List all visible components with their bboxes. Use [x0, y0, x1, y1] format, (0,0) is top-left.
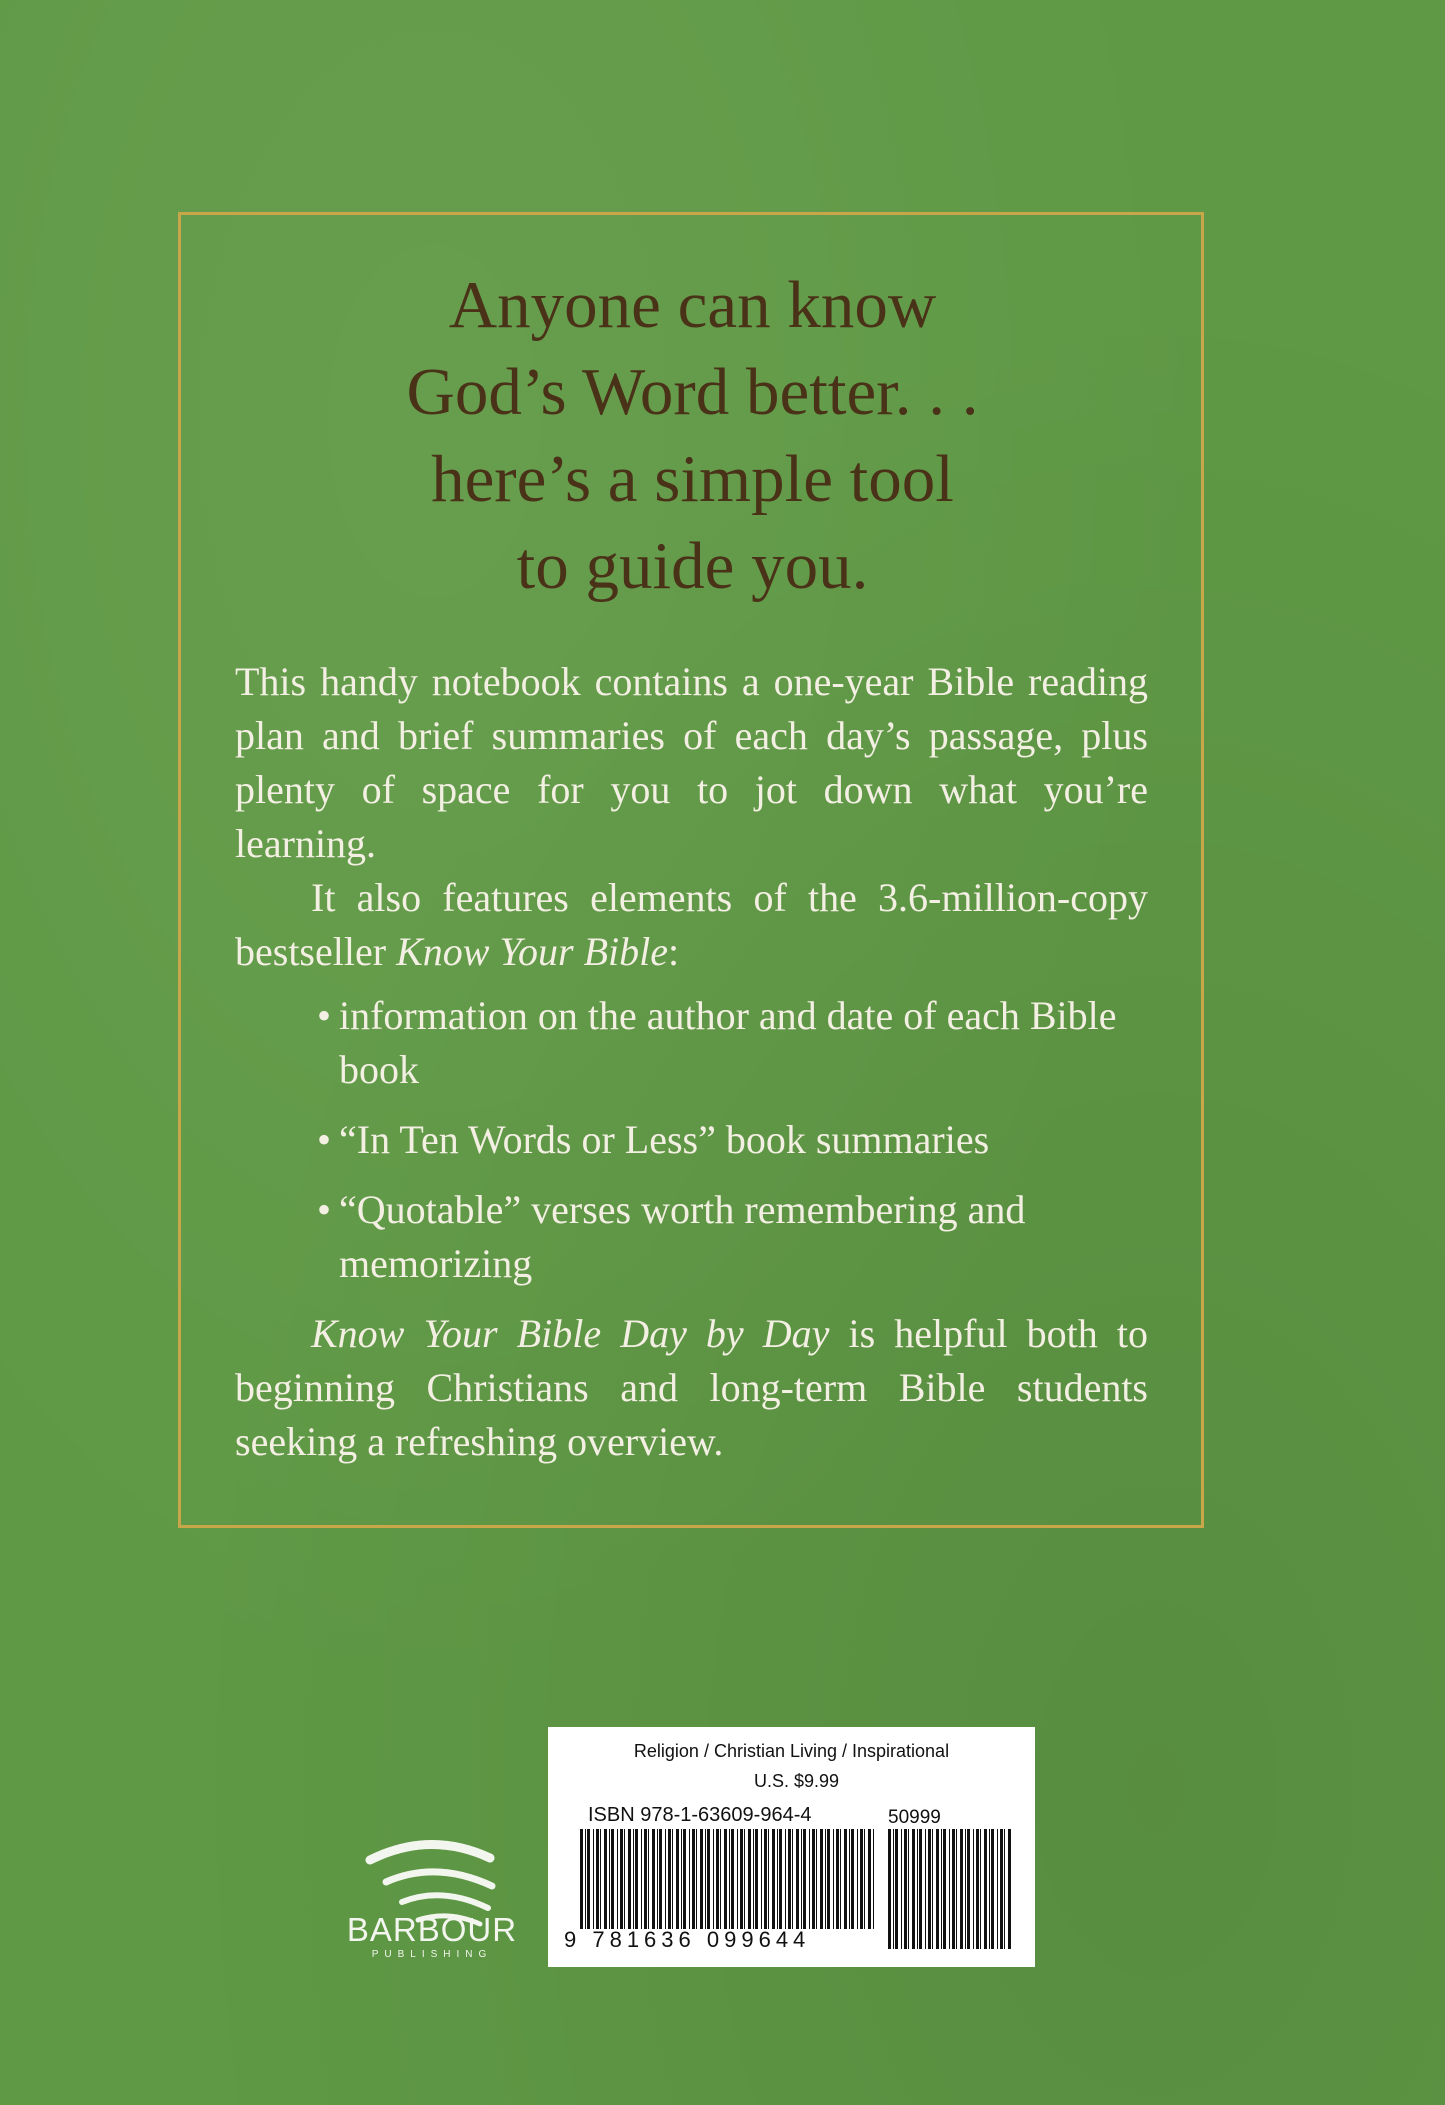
description-paragraph [235, 1307, 1148, 1469]
barcode-digits: 9 781636 099644 [564, 1927, 811, 1952]
list-item [317, 989, 1148, 1097]
book-title: Know Your Bible Day by Day [311, 1311, 830, 1356]
book-title: Know Your Bible [396, 929, 668, 974]
price-code: 50999 [888, 1807, 941, 1828]
bullet-icon: • [317, 993, 332, 1038]
addon-barcode [886, 1829, 1021, 1949]
headline-line: here’s a simple tool [431, 442, 954, 516]
subject-category: Religion / Christian Living / Inspirational [633, 1741, 950, 1761]
isbn: ISBN 978-1-63609-964-4 [588, 1804, 812, 1826]
list-item-text: “Quotable” verses worth remembering and memorizing [339, 1187, 1026, 1286]
price: U.S. $9.99 [753, 1771, 840, 1791]
barcode-label [548, 1727, 1035, 1967]
list-item-text: information on the author and date of each Bible book [339, 993, 1117, 1092]
ean-barcode [578, 1829, 878, 1929]
feature-list [235, 989, 1148, 1291]
publisher-logo [334, 1912, 530, 1962]
publisher-subtitle: PUBLISHING [371, 1949, 493, 1960]
description-paragraph: This handy notebook contains a one-year Bible reading plan and brief summaries of each day’s passage, plus plenty of space for you to jot down what you’re learning. [235, 659, 1148, 866]
description [235, 655, 1148, 1469]
headline-line: God’s Word better. . . [406, 355, 979, 429]
headline [240, 262, 1145, 610]
bullet-icon: • [317, 1187, 332, 1232]
publisher-name: BARBOUR [346, 1911, 518, 1948]
description-paragraph [235, 871, 1148, 979]
paragraph-text: It also features elements of the 3.6-million-copy bestseller [235, 875, 1148, 974]
headline-line: to guide you. [516, 529, 869, 603]
list-item-text: “In Ten Words or Less” book summaries [339, 1117, 990, 1162]
list-item [317, 1183, 1148, 1291]
headline-line: Anyone can know [448, 268, 937, 342]
list-item [317, 1113, 1148, 1167]
bullet-icon: • [317, 1117, 332, 1162]
paragraph-text: is helpful both to beginning Christians and long-term Bible students seeking a refreshing overview. [235, 1311, 1148, 1464]
paragraph-text: : [667, 929, 680, 974]
